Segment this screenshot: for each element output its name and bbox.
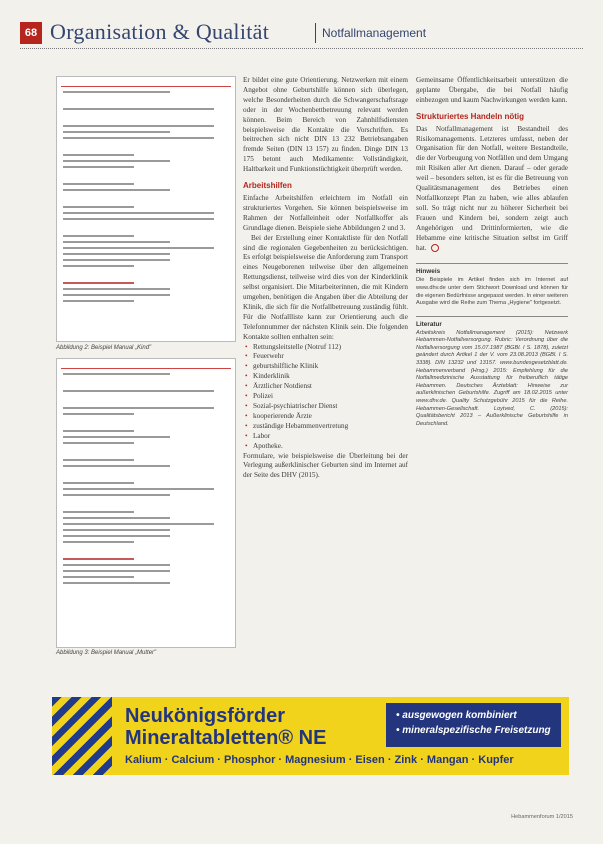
list-item: • Kinderklinik [253,372,408,382]
list-item: • Rettungsleitstelle (Notruf 112) [253,343,408,353]
hint-box [416,263,568,307]
page-footer: Hebammenforum 1/2015 [511,814,573,820]
paragraph: Einfache Arbeitshilfen erleichtern im Notfall ein strukturiertes Vorgehen. Sie können beispielsweise im Rahmen der Notfalleinheit oder Notfallkoffer als Grundlage dienen. Beispiele siehe Abbildungen 2 und 3. [243,193,408,232]
end-mark-icon [431,244,439,252]
form-title-bar [61,362,231,369]
list-item: • Ärztlicher Notdienst [253,382,408,392]
ad-product-name-2: Mineraltabletten® NE [125,727,327,749]
list-item: • Feuerwehr [253,352,408,362]
advertisement[interactable] [52,697,569,775]
paragraph: Formulare, wie beispielsweise die Überleitung bei der Verlegung außerklinischer Geburten sind im Internet auf der Seite des DHV (2015). [243,451,408,480]
paragraph: Bei der Erstellung einer Kontaktliste für den Notfall sind die regionalen Gegebenheiten zu berücksichtigen. Es erfolgt beispielsweise die Anforderung zum Transport eines Neugeborenen teilweise über den allgemeinen Rettungsdienst, teilweise wird dies von der Kinderklinik selbst organisiert. Die Mitarbeiterinnen, die mit Kindern umgehen, benötigen die Angaben über die Abteilung der Klinik, die sich für die Notfallbetreuung zuständig fühlt. Für die Notfallliste kann zur Orientierung auch die Telefonnummer der nächsten Klinik sein. Die folgenden Kontakte sollten enthalten sein: [243,233,408,341]
text-column-middle [243,76,408,481]
section-title: Notfallmanagement [322,26,427,40]
figure-caption-2: Abbildung 3: Beispiel Manual „Mutter" [56,650,157,656]
paragraph: Gemeinsame Öffentlichkeitsarbeit unterstützen die geplante Übergabe, die bei Notfall häufig einbezogen und kaum Nachwirkungen werden kann. [416,76,568,104]
paragraph-text: Das Notfallmanagement ist Bestandteil des Risikomanagements. Letzteres umfasst, neben der Organisation für den Notfall, weitere Bestandteile, die der Vorbeugung von Notfällen und dem Umgang mit Risiken aller Art dienen. Darauf – oder gerade weil – besonders selten, ist es für die Betreuung von Qualitätsmanagement des Betriebes einen Notfallkonzept Plan zu haben, wie alles ablaufen soll. So trägt nicht nur zu höherer Sicherheit bei Frauen und Kindern bei, sondern zeigt auch Angehörigen und Drittinformierten, wie die Hebamme eine kritische Situation selbst im Griff hat. [416,124,568,252]
subheading-handeln: Strukturiertes Handeln nötig [416,111,525,121]
list-item: • Labor [253,432,408,442]
form-title-bar [61,80,231,87]
page-title: Organisation & Qualität [50,19,270,44]
header-divider [315,23,316,43]
figure-caption-1: Abbildung 2: Beispiel Manual „Kind" [56,345,152,351]
literature-heading: Literatur [416,316,568,330]
list-item: • Apotheke. [253,442,408,452]
ad-claim: • ausgewogen kombiniert [396,710,517,721]
list-item: • Sozial-psychiatrischer Dienst [253,402,408,412]
list-item: • Polizei [253,392,408,402]
literature-text: Arbeitskreis Notfallmanagement (2015): Netzwerk Hebammen-Notfallversorgung. Rubric: Verordnung über die Notfallversorgung vom 15.07.1987 (BGBl. I S. 1878), zuletzt geändert durch Artikel 1 der V. vom 23.08.2013 (BGBl. I S. 3338). DIN 13232 und 13157. www.bundesgesetzblatt.de. Hebammenverband (Hrsg.) 2015: Empfehlung für die Notfallmedizinische Ausstattung für freiberuflich tätige Hebammen. Deutsches Ärzteblatt: Hinweise zur außerklinischen Geburtshilfe. Zugriff am 18.02.2015 unter www.dhv.de. Quality Schutzgebühr 2015 für die Reihe. Hebammen-Gesellschaft. Loytved, C. (2015): Qualitätsbericht 2013 – Außerklinische Geburtshilfe in Deutschland. [416,329,568,427]
list-item: • zuständige Hebammenvertretung [253,422,408,432]
ad-minerals: Kalium · Calcium · Phosphor · Magnesium · Eisen · Zink · Mangan · Kupfer [125,754,514,766]
list-item: • kooperierende Ärzte [253,412,408,422]
figure-manual-kind [56,76,236,342]
literature-box [416,316,568,429]
hint-heading: Hinweis [416,263,568,277]
ad-claims-box [386,703,561,747]
paragraph [416,125,568,254]
contact-list [243,343,408,452]
ad-claim: • mineralspezifische Freisetzung [396,725,551,736]
subheading-arbeitshilfen: Arbeitshilfen [243,181,292,191]
list-item: • geburtshilfliche Klinik [253,362,408,372]
figure-manual-mutter [56,358,236,648]
ad-stripes [52,697,112,775]
text-column-right [416,76,568,428]
header-rule [20,48,583,49]
paragraph: Er bildet eine gute Orientierung. Netzwerken mit einem Angebot ohne Geburtshilfe können sich überlegen, welche Besonderheiten durch die Schwangerschaftsrage oder in der Wochenbettbetreuung relevant werden können. Beim Bereich von Zahnhilfsdiensten beispielsweise die Kontakte die Vorschriften. Es beitrechen sich nicht DIN 13 232 Betriebsangaben fremde Seiten (DIN 13 157) zu finden. Dinge DIN 13 175 betont auch Medikamente: Vollständigkeit, Haltbarkeit und Funktionstüchtigkeit überprüft werden. [243,76,408,174]
page-number: 68 [20,22,42,44]
ad-product-name: Neukönigsförder [125,705,286,727]
hint-text: Die Beispiele im Artikel finden sich im Internet auf www.dhv.de unter dem Stichwort Download und können für die eigenen Bedürfnisse angepasst werden. In einer weiteren Ausgabe wird die Reihe zum Thema „Hygiene" fortgesetzt. [416,277,568,307]
page-header [20,18,583,48]
